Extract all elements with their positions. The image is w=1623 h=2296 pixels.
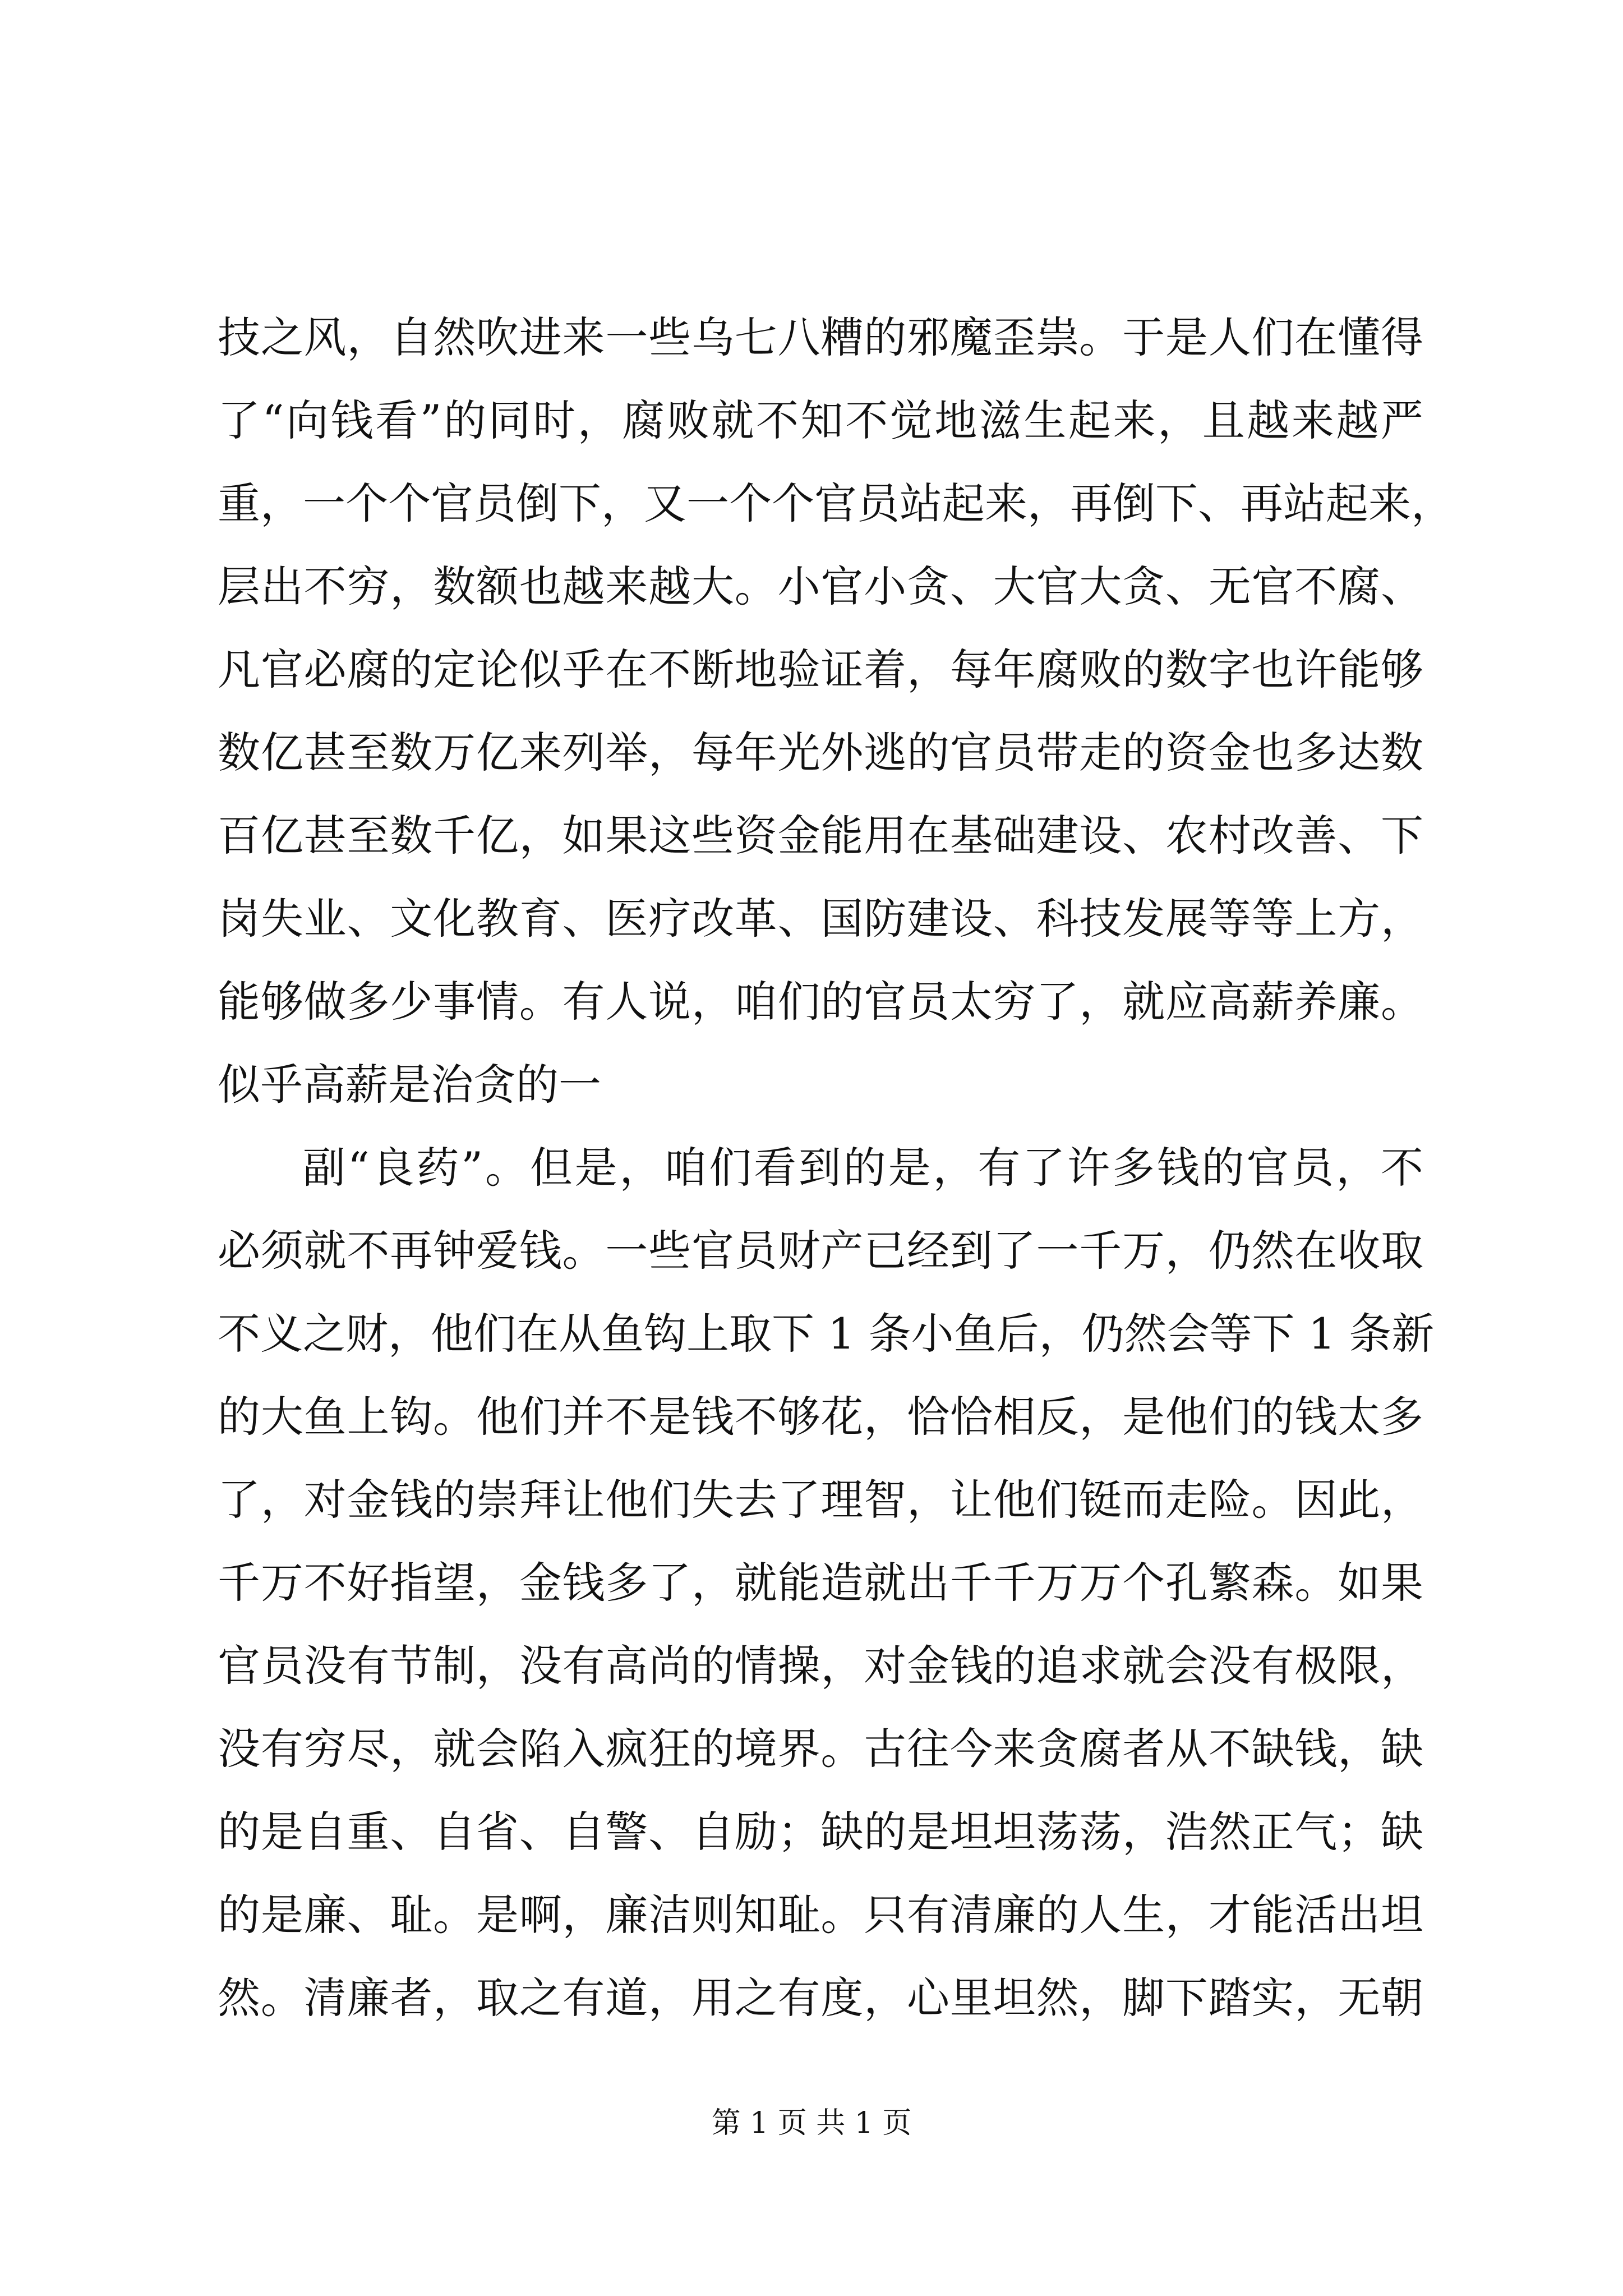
text-line: 岗失业、文化教育、医疗改革、国防建设、科技发展等等上方， [218, 894, 1423, 944]
text-line: 凡官必腐的定论似乎在不断地验证着，每年腐败的数字也许能够 [218, 645, 1423, 694]
text-line: 了“向钱看”的同时，腐败就不知不觉地滋生起来，且越来越严 [218, 395, 1423, 445]
text-line: 技之风，自然吹进来一些乌七八糟的邪魔歪祟。于是人们在懂得 [218, 312, 1423, 362]
text-line: 的是廉、耻。是啊，廉洁则知耻。只有清廉的人生，才能活出坦 [218, 1890, 1423, 1940]
text-line: 似乎高薪是治贪的一 [218, 1060, 601, 1110]
page-footer [0, 2104, 1623, 2143]
text-line: 数亿甚至数万亿来列举，每年光外逃的官员带走的资金也多达数 [218, 728, 1423, 777]
text-line: 不义之财，他们在从鱼钩上取下 1 条小鱼后，仍然会等下 1 条新 [218, 1309, 1435, 1359]
text-line: 千万不好指望，金钱多了，就能造就出千千万万个孔繁森。如果 [218, 1558, 1423, 1608]
text-line: 的是自重、自省、自警、自励；缺的是坦坦荡荡，浩然正气；缺 [218, 1807, 1423, 1857]
text-line: 官员没有节制，没有高尚的情操，对金钱的追求就会没有极限， [218, 1641, 1423, 1691]
text-line: 的大鱼上钩。他们并不是钱不够花，恰恰相反，是他们的钱太多 [218, 1392, 1423, 1442]
text-line: 重，一个个官员倒下，又一个个官员站起来，再倒下、再站起来， [218, 478, 1454, 528]
page-number-label: 第 1 页 共 1 页 [711, 2106, 912, 2140]
text-line: 百亿甚至数千亿，如果这些资金能用在基础建设、农村改善、下 [218, 811, 1423, 861]
text-line: 没有穷尽，就会陷入疯狂的境界。古往今来贪腐者从不缺钱，缺 [218, 1724, 1423, 1774]
text-line: 能够做多少事情。有人说，咱们的官员太穷了，就应高薪养廉。 [218, 977, 1423, 1027]
text-line: 必须就不再钟爱钱。一些官员财产已经到了一千万，仍然在收取 [218, 1226, 1423, 1276]
paragraph-first-line: 副“良药”。但是，咱们看到的是，有了许多钱的官员，不 [303, 1143, 1423, 1193]
text-line: 层出不穷，数额也越来越大。小官小贪、大官大贪、无官不腐、 [218, 562, 1423, 611]
text-line: 了，对金钱的崇拜让他们失去了理智，让他们铤而走险。因此， [218, 1475, 1423, 1525]
body-text [218, 296, 1454, 2040]
text-line: 然。清廉者，取之有道，用之有度，心里坦然，脚下踏实，无朝 [218, 1973, 1423, 2023]
